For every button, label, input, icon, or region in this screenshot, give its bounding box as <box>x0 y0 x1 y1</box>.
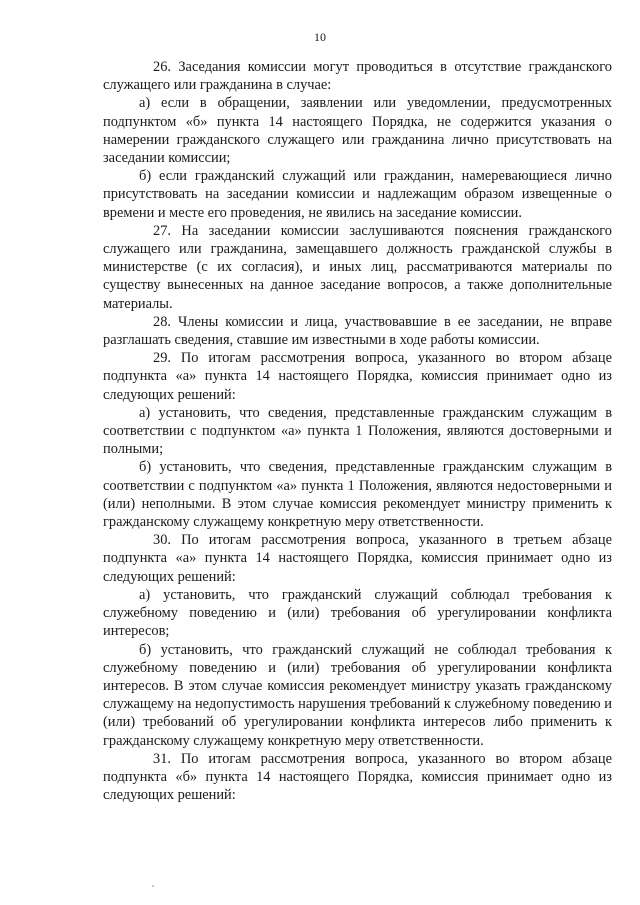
scan-speck <box>152 885 154 887</box>
paragraph-28: 28. Члены комиссии и лица, участвовавшие в ее заседании, не вправе разглашать сведения, ставшие им известными в ходе работы комиссии. <box>103 313 612 349</box>
paragraph-27: 27. На заседании комиссии заслушиваются пояснения гражданского служащего или гражданина, замещавшего должность гражданской службы в министерстве (с их согласия), и иных лиц, рассматриваются материалы по существу вынесенных на данное заседание вопросов, а также дополнительные материалы. <box>103 222 612 312</box>
paragraph-30-a: а) установить, что гражданский служащий соблюдал требования к служебному поведению и (или) требования об урегулировании конфликта интересов; <box>103 586 612 640</box>
paragraph-26-a: а) если в обращении, заявлении или уведомлении, предусмотренных подпунктом «б» пункта 14 настоящего Порядка, не содержится указания о намерении гражданского служащего или гражданина лично присутствовать на заседании комиссии; <box>103 95 612 167</box>
paragraph-26-b: б) если гражданский служащий или гражданин, намеревающиеся лично присутствовать на заседании комиссии и надлежащим образом извещенные о времени и месте его проведения, не явились на заседание комиссии. <box>103 168 612 221</box>
paragraph-26: 26. Заседания комиссии могут проводиться в отсутствие гражданского служащего или гражданина в случае: <box>103 59 612 94</box>
paragraph-29-a: а) установить, что сведения, представленные гражданским служащим в соответствии с подпунктом «а» пункта 1 Положения, являются достоверными и полными; <box>103 404 612 458</box>
paragraph-30: 30. По итогам рассмотрения вопроса, указанного в третьем абзаце подпункта «а» пункта 14 настоящего Порядка, комиссия принимает одно из следующих решений: <box>103 532 612 585</box>
page-number: 10 <box>314 30 326 44</box>
paragraph-31: 31. По итогам рассмотрения вопроса, указанного во втором абзаце подпункта «б» пункта 14 настоящего Порядка, комиссия принимает одно из следующих решений: <box>103 750 612 804</box>
paragraph-30-b: б) установить, что гражданский служащий не соблюдал требования к служебному поведению и (или) требования об урегулировании конфликта интересов. В этом случае комиссия рекомендует министру указать гражданскому служащему на недопустимость нарушения требований к служебному поведению и (или) требований об урегулировании конфликта интересов либо применить к гражданскому служащему конкретную меру ответственности. <box>103 641 612 749</box>
paragraph-29-b: б) установить, что сведения, представленные гражданским служащим в соответствии с подпунктом «а» пункта 1 Положения, являются недостоверными и (или) неполными. В этом случае комиссия рекомендует министру применить к гражданскому служащему конкретную меру ответственности. <box>103 459 612 531</box>
document-body <box>103 58 612 804</box>
paragraph-29: 29. По итогам рассмотрения вопроса, указанного во втором абзаце подпункта «а» пункта 14 настоящего Порядка, комиссия принимает одно из следующих решений: <box>103 350 612 403</box>
